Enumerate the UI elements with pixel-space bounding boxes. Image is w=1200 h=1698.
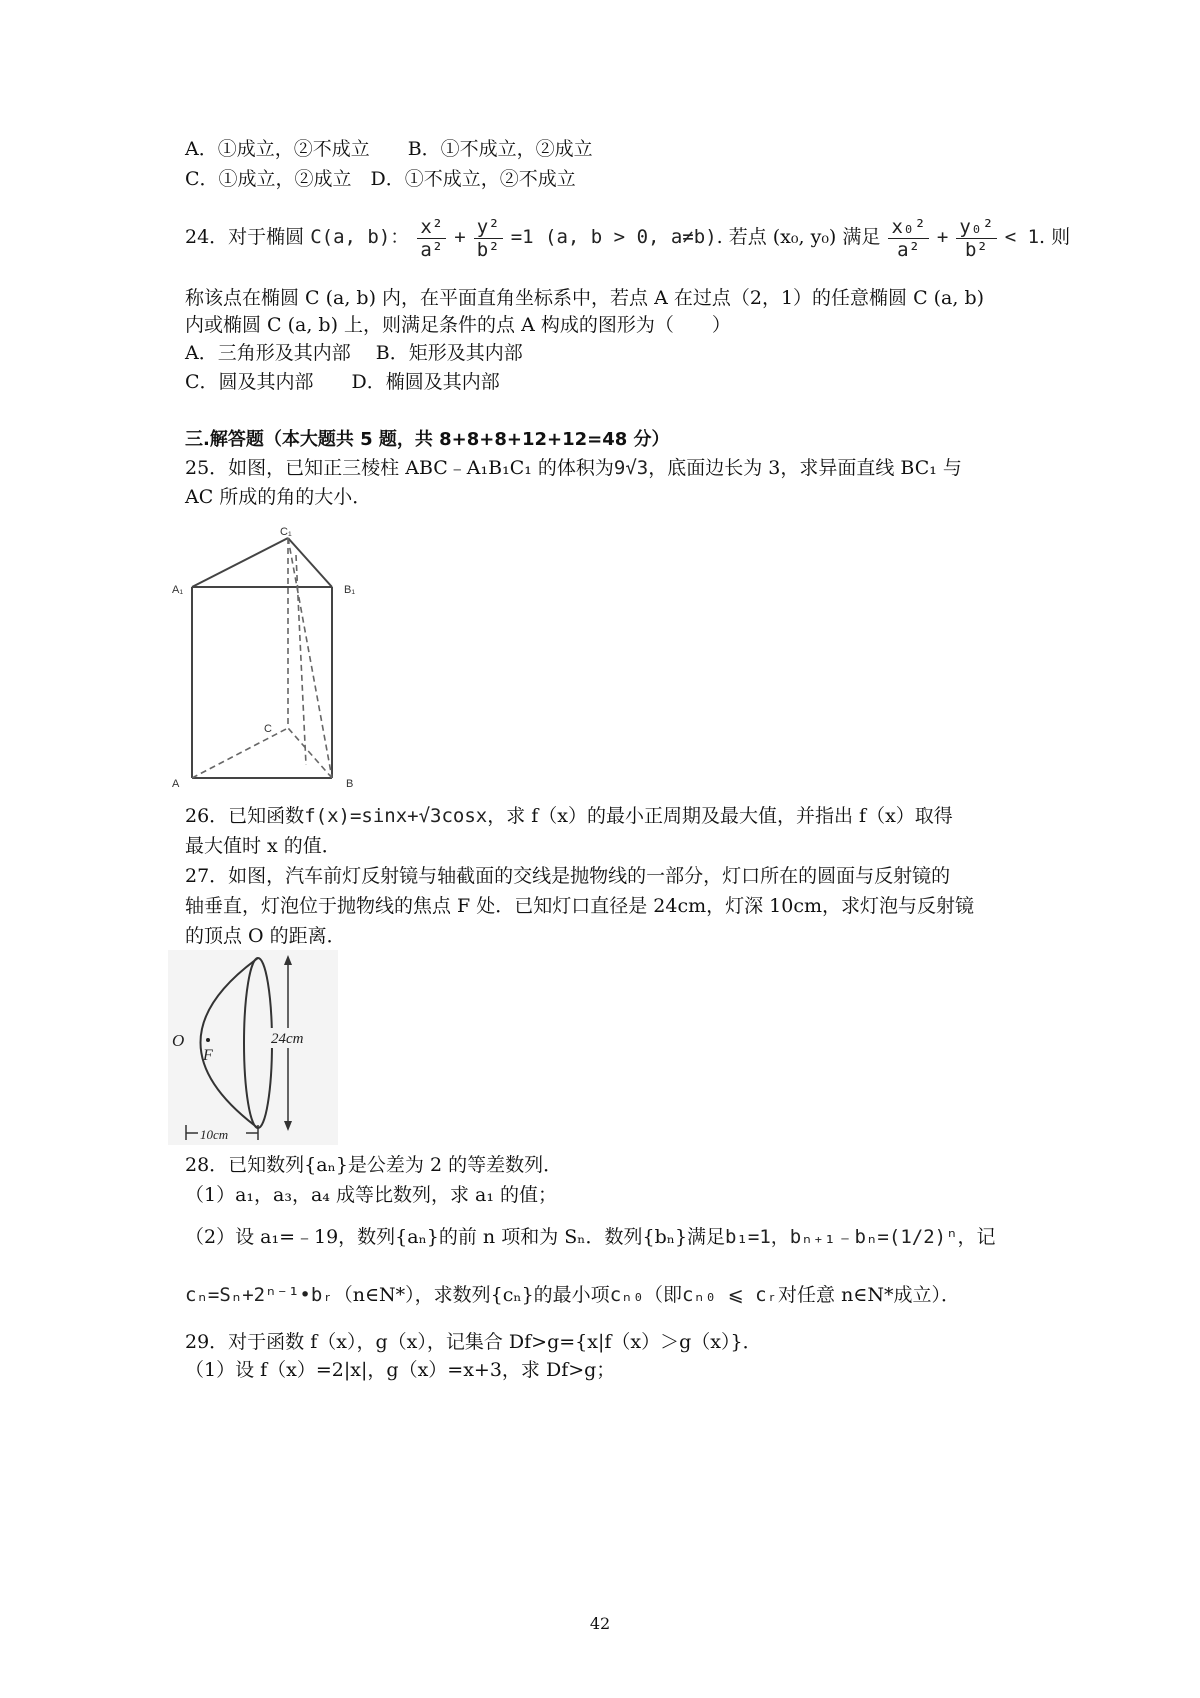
edge-ac [192,728,288,778]
label-o: O [172,1031,185,1050]
ellipse-label: C(a, b)： [310,226,410,248]
label-diameter: 24cm [271,1031,304,1047]
label-c1: C₁ [280,526,292,538]
q28-cn-formula: cₙ=Sₙ+2ⁿ⁻¹•bᵣ [185,1284,334,1306]
q24-line2: 称该点在椭圆 C (a, b) 内，在平面直角坐标系中，若点 A 在过点（2，1）的任意椭圆 C (a, b) [185,287,985,309]
label-f: F [203,1047,213,1064]
q27-line3: 的顶点 O 的距离． [185,925,346,947]
q24-suffix: . 则 [1039,226,1071,248]
q29-part1: （1）设 f（x）=2|x|，g（x）=x+3，求 Df>g； [185,1359,616,1381]
q24-options-ab: A．三角形及其内部 B．矩形及其内部 [185,342,523,364]
focus-point [206,1038,210,1042]
q26-line1 [185,804,953,828]
q28-part2-post: ，记 [957,1226,996,1248]
eq-frac-y: $\frac{\text{y²}}{\text{b²}}$ [474,216,503,261]
eq-frac-x: $\frac{\text{x²}}{\text{a²}}$ [417,216,446,261]
headlight-figure [168,950,338,1145]
q28-part1: （1）a₁，a₃，a₄ 成等比数列，求 a₁ 的值； [185,1184,557,1206]
q25-text-post: ，底面边长为 3，求异面直线 BC₁ 与 [648,457,962,479]
q28-line4-paren: （即 [644,1284,683,1306]
q28-ineq: cₙ₀ ⩽ cᵣ [682,1284,779,1306]
edge-c1b [288,538,332,778]
q23-options-line1: A．①成立，②不成立 B．①不成立，②成立 [185,138,593,160]
q26-formula: f(x)=sinx+√3cosx [304,805,488,827]
q28-part2-formula: b₁=1，bₙ₊₁﹣bₙ=(1/2)ⁿ [725,1226,958,1248]
q25-line2: AC 所成的角的大小． [185,486,372,508]
q25-text-pre: 25．如图，已知正三棱柱 ABC﹣A₁B₁C₁ 的体积为 [185,457,614,479]
q25-volume: 9√3 [613,457,649,479]
q25-line1 [185,456,962,480]
q24-prefix: 24．对于椭圆 [185,226,305,248]
q28-part2 [185,1225,996,1249]
label-b: B [346,778,354,790]
label-depth: 10cm [200,1127,229,1142]
q26-pre: 26．已知函数 [185,805,305,827]
q24-options-cd: C．圆及其内部 D．椭圆及其内部 [185,371,500,393]
q23-options-line2: C．①成立，②成立 D．①不成立，②不成立 [185,168,576,190]
q27-line2: 轴垂直，灯泡位于抛物线的焦点 F 处．已知灯口直径是 24cm，灯深 10cm，求灯泡与反射镜 [185,895,975,917]
label-b1: B₁ [344,584,356,596]
q26-line2: 最大值时 x 的值． [185,835,341,857]
section3-title: 三.解答题（本大题共 5 题，共 8+8+8+12+12=48 分） [185,429,670,450]
ineq-frac-y: $\frac{\text{y₀²}}{\text{b²}}$ [956,216,996,261]
label-c: C [264,723,272,735]
prism-figure [168,525,368,795]
q28-line4-post: 对任意 n∈N*成立）． [778,1284,960,1306]
q24-mid: . 若点 (x₀, y₀) 满足 [716,226,881,248]
eq-rest: =1 (a, b > 0, a≠b) [510,226,717,248]
q28-part2-pre: （2）设 a₁=﹣19，数列{aₙ}的前 n 项和为 Sₙ．数列{bₙ}满足 [185,1226,726,1248]
q24-line3: 内或椭圆 C (a, b) 上，则满足条件的点 A 构成的图形为（ ） [185,314,731,336]
q28-line1: 28．已知数列{aₙ}是公差为 2 的等差数列． [185,1154,563,1176]
q26-post: ，求 f（x）的最小正周期及最大值，并指出 f（x）取得 [487,805,953,827]
edge-bc [288,728,332,778]
ineq-frac-x: $\frac{\text{x₀²}}{\text{a²}}$ [888,216,928,261]
q28-cn0: cₙ₀ [609,1284,645,1306]
label-a: A [172,778,180,790]
q24-line1: 24．对于椭圆 C(a, b)： $\frac{\text{x²}}{\text{a²}}$ + $\frac{\text{y²}}{\text{b²}}$ =1 (a, b > 0, a≠b). 若点 (x₀, y₀) 满足 $\frac{\text{x₀²}}{\text{a²}}$ + $\frac{\text{y₀²}}{\text{b²}}$ < 1. 则 [185,215,1071,261]
q28-line4-mid: （n∈N*），求数列{cₙ}的最小项 [333,1284,610,1306]
q28-line4 [185,1283,960,1307]
label-a1: A₁ [172,584,184,596]
page-number: 42 [589,1614,611,1633]
q27-line1: 27．如图，汽车前灯反射镜与轴截面的交线是抛物线的一部分，灯口所在的圆面与反射镜的 [185,865,951,887]
q29-line1: 29．对于函数 f（x），g（x），记集合 Df>g={x|f（x）＞g（x）}． [185,1331,762,1353]
ineq-rest: < 1 [1004,226,1040,248]
edge-b1c1 [288,538,332,587]
edge-a1c1 [192,538,288,587]
